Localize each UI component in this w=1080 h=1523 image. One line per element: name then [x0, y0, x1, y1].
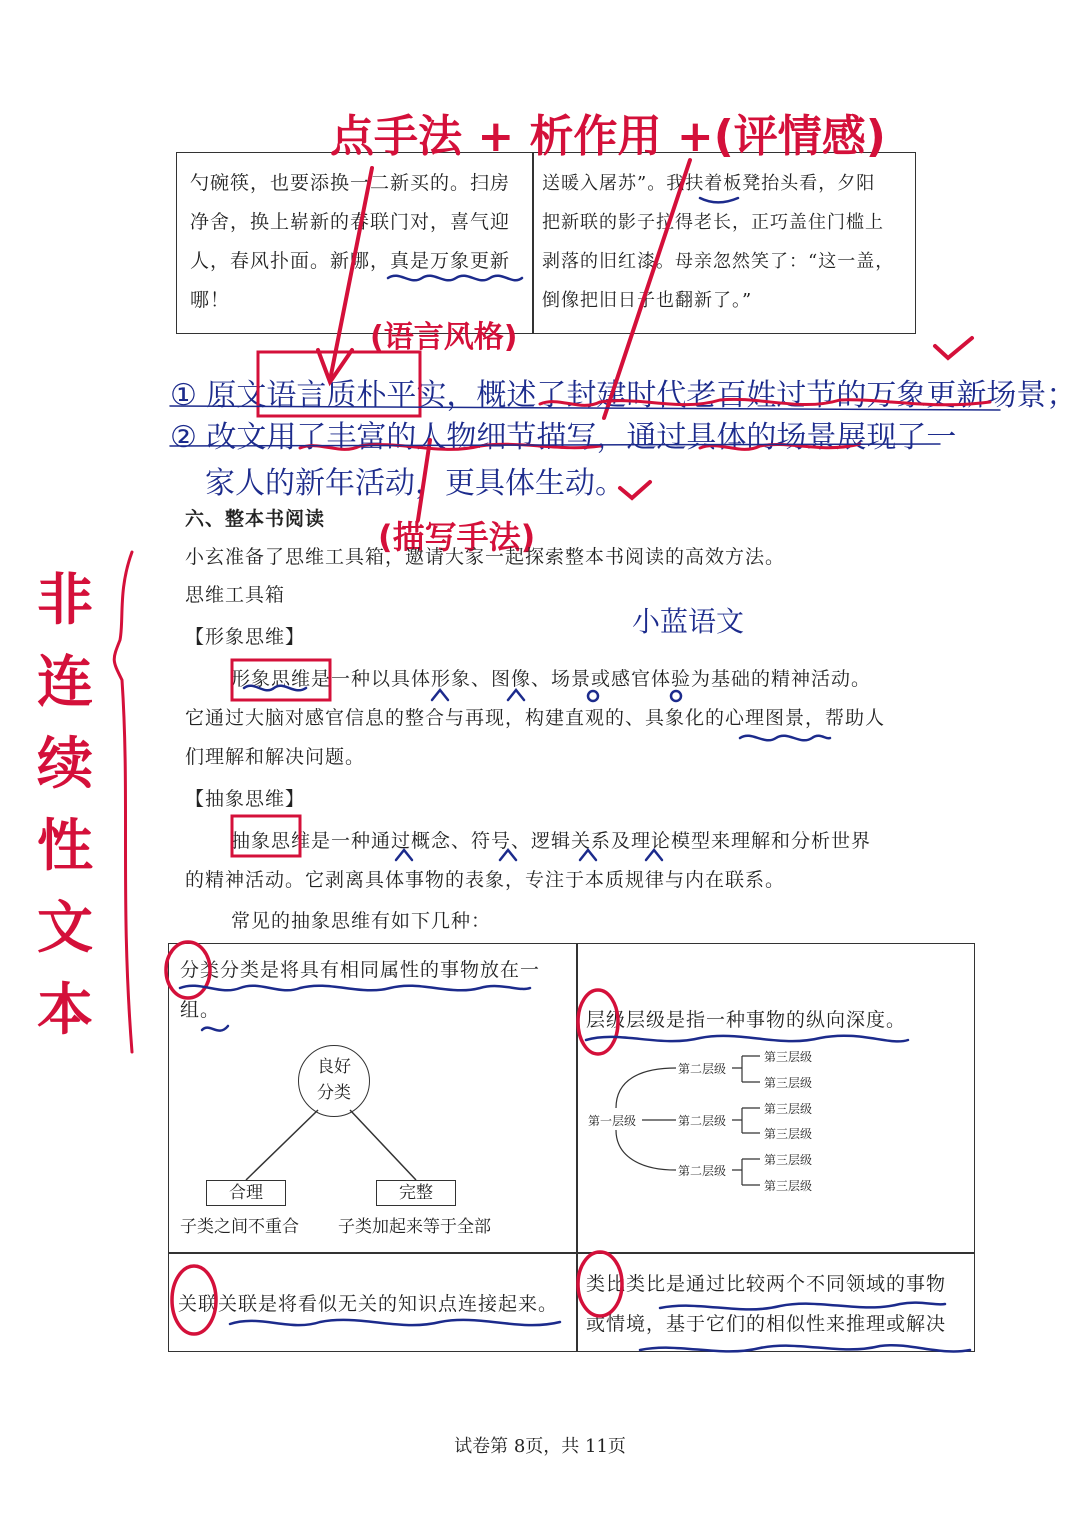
abstract-paragraph	[185, 822, 905, 900]
level-1-label: 第一层级	[588, 1114, 637, 1128]
paragraph-line: 它通过大脑对感官信息的整合与再现，构建直观的、具象化的心理图景，帮助人	[185, 707, 886, 729]
classify-left-node: 合理	[206, 1180, 286, 1206]
paragraph-line: 的精神活动。它剥离具体事物的表象，专注于本质规律与内在联系。	[185, 869, 786, 891]
cell-line: 类比类比是通过比较两个不同领域的事物	[586, 1273, 947, 1295]
cell-line: 分类分类是将具有相同属性的事物放在一	[180, 959, 541, 981]
table-vertical-divider	[576, 943, 578, 1352]
association-cell-text: 关联关联是将看似无关的知识点连接起来。	[178, 1293, 559, 1315]
handwritten-note-1: ① 原文语言质朴平实，概述了封建时代老百姓过节的万象更新场景；	[170, 378, 1077, 413]
side-char: 文	[37, 896, 93, 961]
handwritten-note-2: ② 改文用了丰富的人物细节描写，通过具体的场景展现了一	[170, 420, 957, 455]
analogy-cell-text	[586, 1264, 970, 1344]
side-char: 本	[37, 978, 93, 1043]
level-3-label: 第三层级	[764, 1153, 813, 1167]
handwritten-language-style: (语言风格)	[370, 320, 518, 355]
level-3-label: 第三层级	[764, 1102, 813, 1116]
red-bracket	[114, 552, 132, 1052]
passage-divider	[532, 152, 534, 334]
imagery-paragraph	[185, 660, 905, 777]
level-3-label: 第三层级	[764, 1179, 813, 1193]
paragraph-line: 抽象思维是一种通过概念、符号、逻辑关系及理论模型来理解和分析世界	[231, 830, 872, 852]
passage-left	[190, 164, 530, 320]
passage-line: 哪！	[190, 289, 231, 311]
level-2-label: 第二层级	[678, 1114, 727, 1128]
imagery-title: 【形象思维】	[185, 626, 306, 648]
classify-right-node: 完整	[376, 1180, 456, 1206]
handwritten-detail-method: (描写手法)	[378, 518, 536, 556]
page-footer: 试卷第 8页，共 11页	[454, 1436, 626, 1457]
section-intro: 小玄准备了思维工具箱，邀请大家一起探索整本书阅读的高效方法。	[185, 546, 786, 568]
handwritten-watermark: 小蓝语文	[632, 605, 745, 638]
table-horizontal-divider	[168, 1252, 975, 1254]
level-3-label: 第三层级	[764, 1127, 813, 1141]
handwritten-title: 点手法 + 析作用 +(评情感)	[330, 111, 886, 162]
passage-right	[542, 164, 912, 320]
toolbox-label: 思维工具箱	[185, 584, 286, 606]
classify-cell-text	[180, 950, 570, 1030]
passage-line: 人，春风扑面。新哪，真是万象更新	[190, 250, 511, 272]
common-types: 常见的抽象思维有如下几种：	[231, 910, 492, 932]
classify-left-note: 子类之间不重合	[180, 1217, 299, 1237]
section-heading: 六、整本书阅读	[185, 508, 326, 530]
handwritten-side-label	[30, 560, 100, 1052]
passage-line: 送暖入屠苏”。我扶着板凳抬头看，夕阳	[542, 173, 876, 194]
passage-line: 倒像把旧日子也翻新了。”	[542, 290, 753, 311]
root-line: 分类	[317, 1083, 351, 1103]
red-check-mark	[935, 338, 972, 358]
abstract-title: 【抽象思维】	[185, 788, 306, 810]
paragraph-line: 们理解和解决问题。	[185, 746, 366, 768]
classify-right-note: 子类加起来等于全部	[338, 1217, 491, 1237]
cell-line: 或情境，基于它们的相似性来推理或解决	[586, 1313, 947, 1335]
level-3-label: 第三层级	[764, 1076, 813, 1090]
side-char: 非	[37, 568, 93, 633]
level-3-label: 第三层级	[764, 1050, 813, 1064]
passage-line: 勺碗筷，也要添换一二新买的。扫房	[190, 172, 511, 194]
passage-line: 剥落的旧红漆。母亲忽然笑了：“这一盖，	[542, 251, 895, 272]
handwritten-note-3: 家人的新年活动，更具体生动。	[205, 466, 625, 501]
classify-root	[298, 1045, 370, 1117]
side-char: 续	[37, 732, 93, 797]
root-line: 良好	[317, 1057, 351, 1077]
level-cell-text: 层级层级是指一种事物的纵向深度。	[586, 1009, 907, 1031]
paragraph-line: 形象思维是一种以具体形象、图像、场景或感官体验为基础的精神活动。	[231, 668, 872, 690]
side-char: 连	[37, 650, 93, 715]
passage-line: 净舍，换上崭新的春联门对，喜气迎	[190, 211, 511, 233]
side-char: 性	[37, 814, 93, 879]
level-2-label: 第二层级	[678, 1164, 727, 1178]
level-2-label: 第二层级	[678, 1062, 727, 1076]
passage-line: 把新联的影子拉得老长，正巧盖住门槛上	[542, 212, 884, 233]
cell-line: 组。	[180, 999, 221, 1021]
